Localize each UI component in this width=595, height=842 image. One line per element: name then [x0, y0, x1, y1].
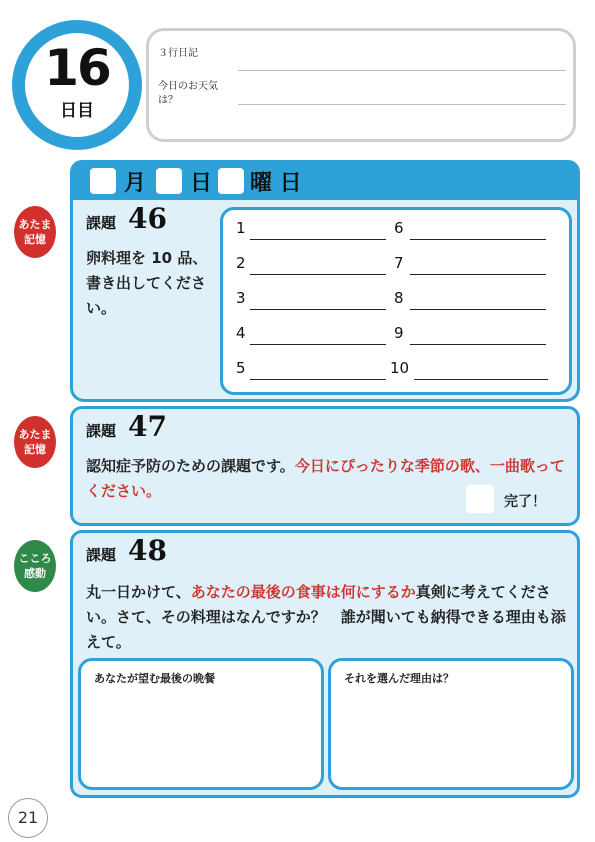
day-label: 日	[190, 171, 213, 196]
month-box[interactable]	[90, 168, 116, 194]
done-label: 完了！	[504, 494, 546, 510]
month-label: 月	[124, 171, 147, 196]
task-47-text-b: 今日にぴったりな季節の歌、一曲歌ってください。	[86, 457, 565, 500]
task-47-text	[86, 454, 568, 504]
list-line-8[interactable]	[410, 309, 546, 310]
day-number: 16	[44, 39, 110, 97]
tag-text: こころ 感動	[18, 552, 52, 580]
list-number: 10	[390, 359, 410, 377]
task-48-text-a: 丸一日かけて、	[86, 583, 191, 601]
diary-label: ３行日記	[158, 48, 198, 59]
tag-text: あたま 記憶	[18, 218, 52, 246]
tag-kokoro-48	[14, 540, 56, 592]
date-header	[70, 160, 580, 204]
weather-label-1: 今日のお天気	[158, 81, 218, 92]
task-48-text-b: あなたの最後の食事は何にするか	[190, 583, 416, 601]
list-number: 4	[236, 324, 246, 342]
done-checkbox[interactable]	[466, 485, 494, 513]
tag-memory-47	[14, 416, 56, 468]
list-line-10[interactable]	[414, 379, 548, 380]
task-47-number: 47	[128, 410, 167, 443]
list-number: 3	[236, 289, 246, 307]
list-line-2[interactable]	[250, 274, 386, 275]
list-line-6[interactable]	[410, 239, 546, 240]
list-number: 8	[394, 289, 404, 307]
kadai-label: 課題	[86, 422, 117, 440]
list-line-5[interactable]	[250, 379, 386, 380]
diary-line	[238, 70, 566, 71]
list-line-4[interactable]	[250, 344, 386, 345]
list-number: 5	[236, 359, 246, 377]
tag-memory-46	[14, 206, 56, 258]
task-48-number: 48	[128, 534, 167, 567]
tag-text: あたま 記憶	[18, 428, 52, 456]
kadai-label: 課題	[86, 214, 117, 232]
day-box[interactable]	[156, 168, 182, 194]
list-number: 6	[394, 219, 404, 237]
list-number: 7	[394, 254, 404, 272]
task-47-text-a: 認知症予防のための課題です。	[86, 457, 295, 475]
list-line-9[interactable]	[410, 344, 546, 345]
reason-title: それを選んだ理由は？	[344, 672, 454, 685]
weekday-label: 曜 日	[250, 171, 302, 196]
task-46-prompt: 卵料理を 10 品、書き出してください。	[86, 249, 208, 317]
list-line-1[interactable]	[250, 239, 386, 240]
kadai-label: 課題	[86, 546, 117, 564]
list-line-7[interactable]	[410, 274, 546, 275]
task-46-number: 46	[128, 202, 167, 235]
list-number: 1	[236, 219, 246, 237]
task-48-text	[86, 580, 570, 655]
list-line-3[interactable]	[250, 309, 386, 310]
diary-line	[238, 104, 566, 105]
last-supper-title: あなたが望む最後の晩餐	[94, 672, 215, 685]
task-48-text-c: 真剣に考えてください。さて、その料理はなんですか？ 誰が聞いても納得できる理由も添えて。	[86, 583, 566, 651]
page-number: 21	[8, 798, 48, 838]
weather-label-2: は？	[158, 95, 178, 106]
weekday-box[interactable]	[218, 168, 244, 194]
day-unit: 日目	[60, 101, 94, 121]
list-number: 2	[236, 254, 246, 272]
list-number: 9	[394, 324, 404, 342]
